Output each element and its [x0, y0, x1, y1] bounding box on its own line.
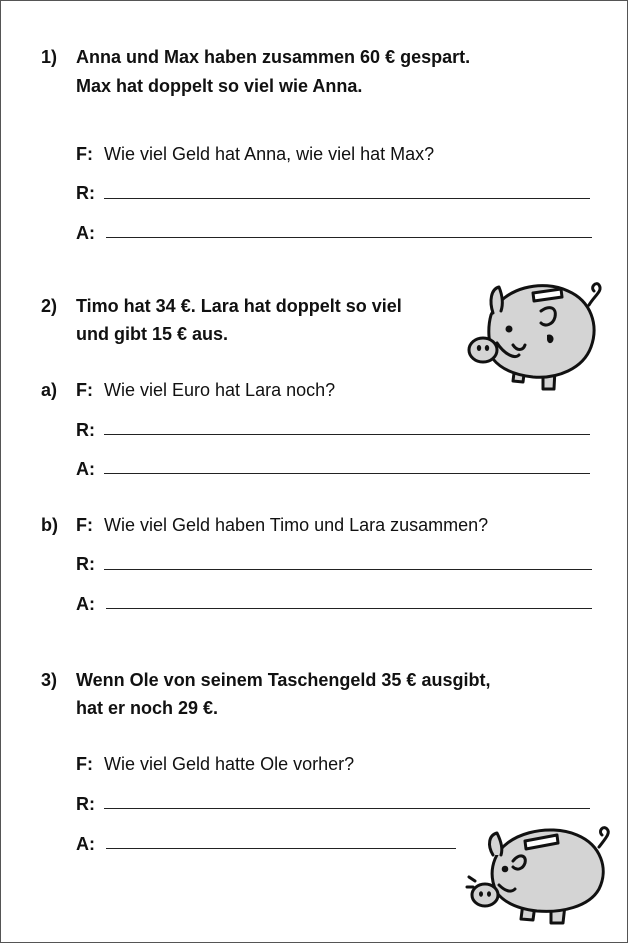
- task1-calc-line[interactable]: [104, 198, 590, 199]
- task3-answer-label: A:: [76, 834, 95, 854]
- task2-text-line2: und gibt 15 € aus.: [76, 324, 229, 344]
- task3-calc-label: R:: [76, 794, 95, 814]
- task1-question: Wie viel Geld hat Anna, wie viel hat Max?: [104, 144, 435, 164]
- task3-calc-line[interactable]: [104, 808, 590, 809]
- task2a-calc-label: R:: [76, 420, 95, 440]
- task2a-marker: a): [41, 380, 58, 400]
- task2a-answer-line[interactable]: [104, 473, 590, 474]
- task3-text-line2: hat er noch 29 €.: [76, 698, 219, 718]
- task2b-answer-label: A:: [76, 594, 95, 614]
- task2a-calc-line[interactable]: [104, 434, 590, 435]
- task1-calc-label: R:: [76, 183, 95, 203]
- task1-answer-line[interactable]: [106, 237, 592, 238]
- task3-number: 3): [41, 670, 58, 690]
- task3-answer-line[interactable]: [106, 848, 456, 849]
- task1-text-line1: Anna und Max haben zusammen 60 € gespart.: [76, 47, 471, 67]
- task1-answer-label: A:: [76, 223, 95, 243]
- task3-question: Wie viel Geld hatte Ole vorher?: [104, 754, 355, 774]
- piggy-bank-icon: [463, 273, 603, 398]
- task2-text-line1: Timo hat 34 €. Lara hat doppelt so viel: [76, 296, 402, 316]
- task3-text-line1: Wenn Ole von seinem Taschengeld 35 € ausgibt,: [76, 670, 491, 690]
- task2a-question-label: F:: [76, 380, 93, 400]
- task3-question-label: F:: [76, 754, 93, 774]
- task1-number: 1): [41, 47, 58, 67]
- task2-number: 2): [41, 296, 58, 316]
- task2b-answer-line[interactable]: [106, 608, 592, 609]
- task2b-calc-line[interactable]: [104, 569, 592, 570]
- task1-text-line2: Max hat doppelt so viel wie Anna.: [76, 76, 363, 96]
- task2a-answer-label: A:: [76, 459, 95, 479]
- task1-question-label: F:: [76, 144, 93, 164]
- task2b-question: Wie viel Geld haben Timo und Lara zusammen?: [104, 515, 489, 535]
- task2b-marker: b): [41, 515, 58, 535]
- task2a-question: Wie viel Euro hat Lara noch?: [104, 380, 336, 400]
- task2b-calc-label: R:: [76, 554, 95, 574]
- piggy-bank-icon: [465, 819, 613, 931]
- task2b-question-label: F:: [76, 515, 93, 535]
